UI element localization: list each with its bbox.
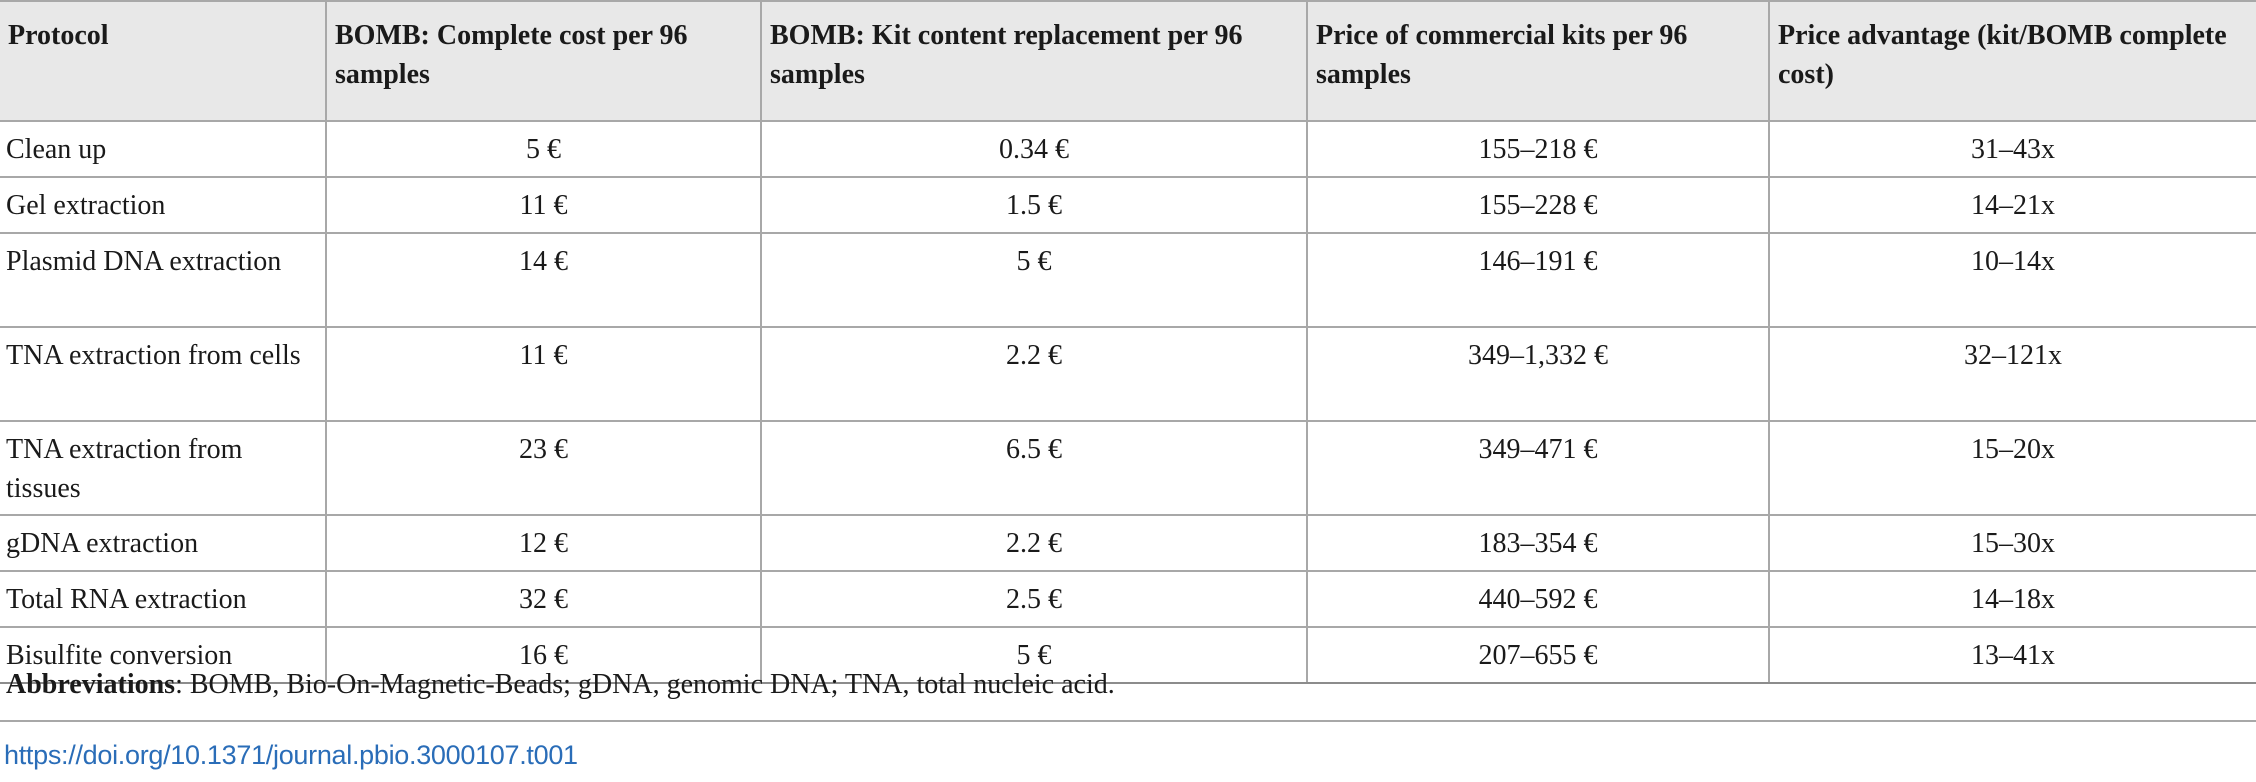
cell-complete-cost: 16 € bbox=[326, 627, 761, 683]
cell-complete-cost: 11 € bbox=[326, 327, 761, 421]
header-kit-replacement: BOMB: Kit content replacement per 96 samples bbox=[761, 1, 1307, 121]
cell-commercial-price: 146–191 € bbox=[1307, 233, 1769, 327]
cell-price-advantage: 13–41x bbox=[1769, 627, 2256, 683]
header-protocol: Protocol bbox=[0, 1, 326, 121]
table-row bbox=[0, 327, 2256, 421]
cell-protocol: Total RNA extraction bbox=[0, 571, 326, 627]
cell-kit-replacement: 2.5 € bbox=[761, 571, 1307, 627]
cell-commercial-price: 183–354 € bbox=[1307, 515, 1769, 571]
cell-kit-replacement: 5 € bbox=[761, 233, 1307, 327]
cell-kit-replacement: 1.5 € bbox=[761, 177, 1307, 233]
cell-price-advantage: 15–30x bbox=[1769, 515, 2256, 571]
table-row bbox=[0, 233, 2256, 327]
header-commercial-price: Price of commercial kits per 96 samples bbox=[1307, 1, 1769, 121]
cell-commercial-price: 440–592 € bbox=[1307, 571, 1769, 627]
cell-complete-cost: 12 € bbox=[326, 515, 761, 571]
header-bomb-complete-cost: BOMB: Complete cost per 96 samples bbox=[326, 1, 761, 121]
table-header-row bbox=[0, 1, 2256, 121]
cell-kit-replacement: 0.34 € bbox=[761, 121, 1307, 177]
cell-price-advantage: 14–18x bbox=[1769, 571, 2256, 627]
cell-complete-cost: 5 € bbox=[326, 121, 761, 177]
doi-link[interactable]: https://doi.org/10.1371/journal.pbio.3000107.t001 bbox=[4, 740, 578, 770]
cell-complete-cost: 14 € bbox=[326, 233, 761, 327]
cell-protocol: TNA extraction from cells bbox=[0, 327, 326, 421]
footnote-label: Abbreviations bbox=[6, 669, 176, 700]
cell-price-advantage: 32–121x bbox=[1769, 327, 2256, 421]
cell-commercial-price: 349–1,332 € bbox=[1307, 327, 1769, 421]
cell-kit-replacement: 6.5 € bbox=[761, 421, 1307, 515]
table-row bbox=[0, 515, 2256, 571]
cell-price-advantage: 10–14x bbox=[1769, 233, 2256, 327]
cell-complete-cost: 32 € bbox=[326, 571, 761, 627]
cell-protocol: Plasmid DNA extraction bbox=[0, 233, 326, 327]
cell-price-advantage: 15–20x bbox=[1769, 421, 2256, 515]
footnote-text: : BOMB, Bio-On-Magnetic-Beads; gDNA, genomic DNA; TNA, total nucleic acid. bbox=[175, 669, 1115, 700]
cell-protocol: Clean up bbox=[0, 121, 326, 177]
table-row bbox=[0, 177, 2256, 233]
cell-protocol: Bisulfite conversion bbox=[0, 627, 326, 683]
cell-kit-replacement: 5 € bbox=[761, 627, 1307, 683]
abbreviations-footnote bbox=[6, 668, 1115, 702]
cell-kit-replacement: 2.2 € bbox=[761, 327, 1307, 421]
cell-complete-cost: 23 € bbox=[326, 421, 761, 515]
cell-commercial-price: 155–228 € bbox=[1307, 177, 1769, 233]
cell-complete-cost: 11 € bbox=[326, 177, 761, 233]
cell-kit-replacement: 2.2 € bbox=[761, 515, 1307, 571]
divider bbox=[0, 720, 2256, 722]
cell-commercial-price: 155–218 € bbox=[1307, 121, 1769, 177]
cell-protocol: TNA extraction from tissues bbox=[0, 421, 326, 515]
table-row bbox=[0, 571, 2256, 627]
cell-price-advantage: 31–43x bbox=[1769, 121, 2256, 177]
cell-protocol: gDNA extraction bbox=[0, 515, 326, 571]
table-row bbox=[0, 121, 2256, 177]
cell-commercial-price: 207–655 € bbox=[1307, 627, 1769, 683]
cell-protocol: Gel extraction bbox=[0, 177, 326, 233]
cell-price-advantage: 14–21x bbox=[1769, 177, 2256, 233]
cell-commercial-price: 349–471 € bbox=[1307, 421, 1769, 515]
header-price-advantage: Price advantage (kit/BOMB complete cost) bbox=[1769, 1, 2256, 121]
table-row bbox=[0, 421, 2256, 515]
